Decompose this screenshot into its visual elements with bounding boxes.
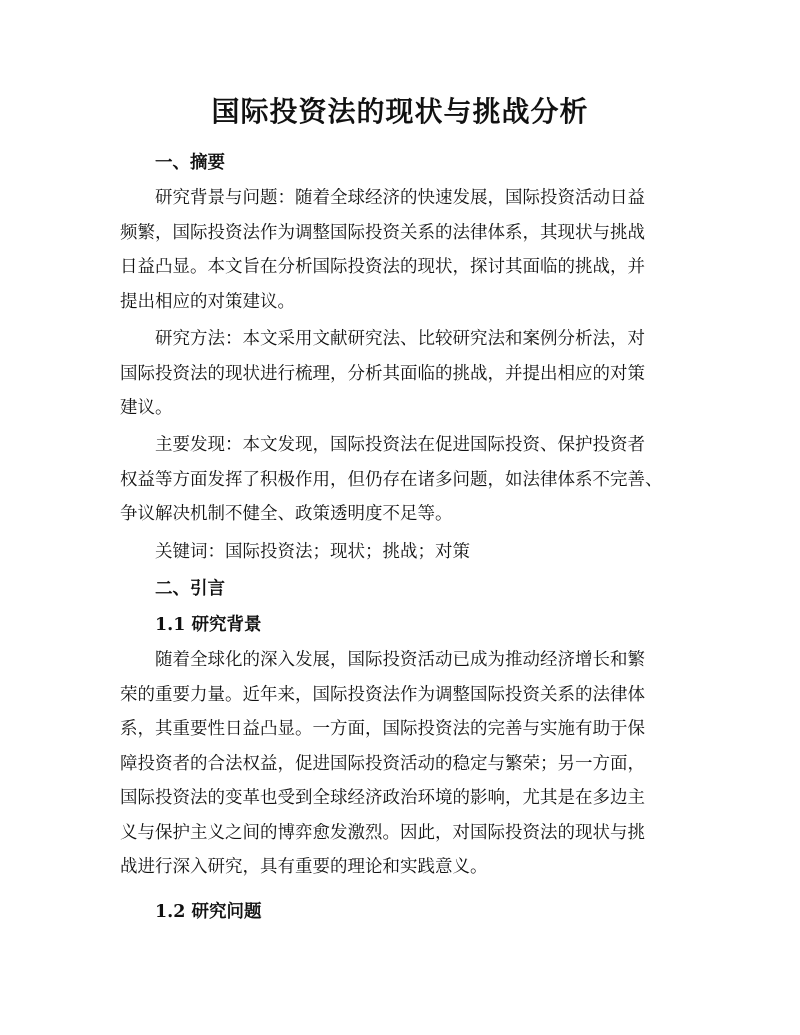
subsection-heading-research-question: 1.2 研究问题: [155, 902, 262, 922]
paragraph-line: 主要发现：本文发现，国际投资法在促进国际投资、保护投资者: [155, 435, 645, 455]
paragraph-line: 权益等方面发挥了积极作用，但仍存在诸多问题，如法律体系不完善、: [120, 469, 663, 490]
section-heading-abstract: 一、摘要: [155, 153, 225, 173]
abstract-paragraph-methods: [120, 322, 680, 426]
paragraph-line: 随着全球化的深入发展，国际投资活动已成为推动经济增长和繁: [155, 650, 645, 670]
section-heading-introduction: 二、引言: [155, 579, 225, 599]
paragraph-line: 障投资者的合法权益，促进国际投资活动的稳定与繁荣；另一方面，: [120, 753, 645, 774]
paragraph-line: 提出相应的对策建议。: [120, 291, 295, 312]
abstract-paragraph-background: [120, 181, 680, 319]
paragraph-line: 国际投资法的现状进行梳理，分析其面临的挑战，并提出相应的对策: [120, 363, 645, 384]
paragraph-line: 日益凸显。本文旨在分析国际投资法的现状，探讨其面临的挑战，并: [120, 257, 645, 277]
paragraph-line: 频繁，国际投资法作为调整国际投资关系的法律体系，其现状与挑战: [120, 222, 645, 243]
paragraph-line: 系，其重要性日益凸显。一方面，国际投资法的完善与实施有助于保: [120, 719, 645, 739]
paragraph-line: 国际投资法的变革也受到全球经济政治环境的影响，尤其是在多边主: [120, 788, 645, 808]
paragraph-line: 义与保护主义之间的博弈愈发激烈。因此，对国际投资法的现状与挑: [120, 822, 645, 843]
paragraph-line: 争议解决机制不健全、政策透明度不足等。: [120, 504, 453, 524]
paragraph-line: 荣的重要力量。近年来，国际投资法作为调整国际投资关系的法律体: [120, 684, 645, 705]
paragraph-line: 研究背景与问题：随着全球经济的快速发展，国际投资活动日益: [155, 188, 645, 208]
abstract-paragraph-findings: [120, 428, 680, 532]
paragraph-line: 战进行深入研究，具有重要的理论和实践意义。: [120, 857, 488, 877]
paragraph-line: 研究方法：本文采用文献研究法、比较研究法和案例分析法，对: [155, 329, 645, 349]
paragraph-line: 建议。: [120, 398, 173, 418]
subsection-heading-background: 1.1 研究背景: [155, 615, 262, 635]
document-title: 国际投资法的现状与挑战分析: [211, 95, 589, 128]
background-paragraph: [120, 643, 680, 885]
keywords-line: 关键词：国际投资法；现状；挑战；对策: [155, 542, 470, 562]
